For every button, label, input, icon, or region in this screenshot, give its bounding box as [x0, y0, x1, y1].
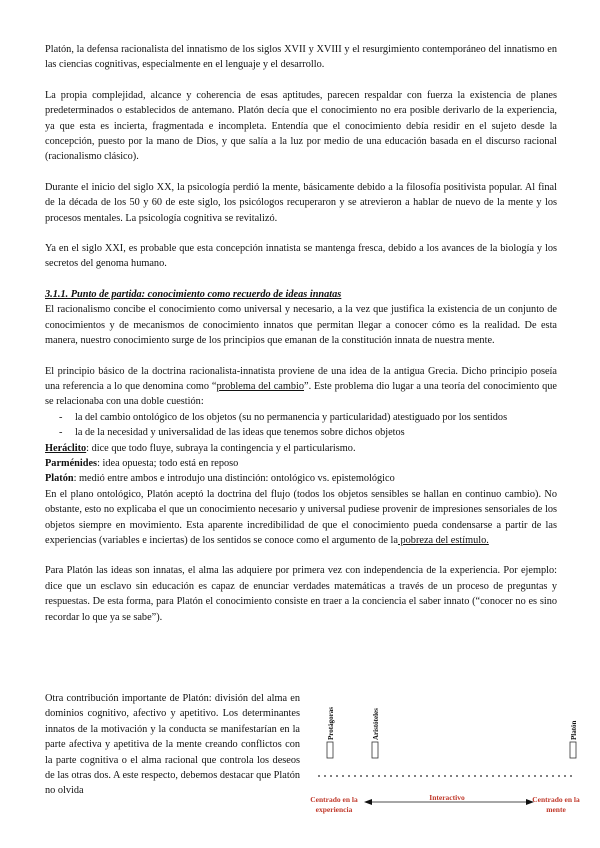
paragraph-soul-division-column: [45, 691, 300, 799]
paragraph-innate-ideas: Para Platón las ideas son innatas, el alma las adquiere por primera vez con independencia de la experiencia. Por ejemplo: dice que un esclavo sin educación es capaz de enunciar verdades matemáticas a través de un proceso de preguntas y respuestas. De esta forma, para Platón el conocimiento consiste en traer a la conciencia el saber innato (“conocer no es sino recordar lo que ya se sabe”).: [45, 565, 557, 623]
label-centrado-mente-2: mente: [546, 805, 566, 814]
document-body: [45, 42, 557, 625]
marker-platon: [570, 742, 576, 758]
label-platon: Platón: [570, 720, 578, 740]
paragraph-soul-division: Otra contribución importante de Platón: división del alma en dominios cognitivo, afectivo y apetitivo. Los determinantes innatos de la motivación y la conducta se manifestarían en la parte afectiva y apetitiva de la mente creando conflictos con la parte cognitiva o el alma racional que controla los deseos de las otras dos. A este respecto, debemos destacar que Platón no olvida: [45, 693, 300, 797]
paragraph-complexity: La propia complejidad, alcance y coherencia de esas aptitudes, parecen respaldar con fuerza la existencia de planes predeterminados o establecidos de antemano. Platón decía que el conocimiento no era posible derivarlo de la experiencia, ya que esta es incierta, fragmentada e incompleta. Entendía que el conocimiento debía residir en el sujeto desde la concepción, puesto por la mano de Dios, y que salía a la luz por medio de una educación basada en el discurso racional (racionalismo clásico).: [45, 89, 557, 163]
paragraph-principle: El principio básico de la doctrina racionalista-innatista proviene de una idea de la antigua Grecia. Dicho principio poseía una referencia a lo que denomina como “problema del cambio”. Este problema dio lugar a una teoría del conocimiento que se relacionaba con una doble cuestión:: [45, 365, 557, 408]
bullet-list: [45, 410, 557, 441]
paragraph-xx-century: Durante el inicio del siglo XX, la psicología perdió la mente, básicamente debido a la filosofía positivista popular. Al final de la década de los 50 y 60 de este siglo, los psicólogos recuperaron y se atrevieron a hablar de nuevo de la mente y los procesos mentales. La psicología cognitiva se revitalizó.: [45, 181, 557, 224]
parmenides-line: Parménides: idea opuesta; todo está en reposo: [45, 457, 239, 469]
label-interactivo: Interactivo: [429, 793, 465, 802]
pobreza-del-estimulo: pobreza del estímulo.: [397, 534, 489, 546]
heraclito-line: Heráclito: dice que todo fluye, subraya la contingencia y el particularismo.: [45, 442, 356, 454]
label-aristoteles: Aristóteles: [372, 708, 380, 740]
bullet-item: - la de la necesidad y universalidad de las ideas que tenemos sobre dichos objetos: [45, 425, 557, 440]
marker-protagoras: [327, 742, 333, 758]
platon-line: Platón: medió entre ambos e introdujo una distinción: ontológico vs. epistemológico: [45, 473, 395, 485]
problema-del-cambio-link: problema del cambio: [216, 380, 304, 392]
paragraph-xxi-century: Ya en el siglo XXI, es probable que esta concepción innatista se mantenga fresca, debido a los avances de la biología y los secretos del genoma humano.: [45, 243, 557, 270]
marker-aristoteles: [372, 742, 378, 758]
label-centrado-mente-1: Centrado en la: [532, 795, 580, 804]
paragraph-rationalism: El racionalismo concibe el conocimiento como universal y necesario, a la vez que justifica la existencia de un conjunto de conocimientos y de mecanismos de conocimiento innatos que permitan llegar a conocer cómo es la realidad. De esta manera, nuestro conocimiento surge de los principios que emanan de la constitución innata de nuestra mente.: [45, 304, 557, 347]
label-centrado-experiencia-1: Centrado en la: [310, 795, 358, 804]
label-protagoras: Protágoras: [327, 707, 335, 740]
bullet-item: - la del cambio ontológico de los objetos (su no permanencia y particularidad) atestiguado por los sentidos: [45, 410, 557, 425]
arrow-left-icon: [364, 799, 372, 805]
continuum-diagram: [308, 680, 580, 830]
label-centrado-experiencia-2: experiencia: [315, 805, 353, 814]
section-heading: 3.1.1. Punto de partida: conocimiento como recuerdo de ideas innatas: [45, 288, 342, 300]
paragraph-ontological: En el plano ontológico, Platón aceptó la doctrina del flujo (todos los objetos sensibles se hallan en continuo cambio). No obstante, esto no explicaba el que un conocimiento necesario y universal pudiese provenir de impresiones sensoriales de los objetos siempre en movimiento. Esta aparente incredibilidad de que el conocimiento pueda condensarse a partir de las experiencias (variables e inciertas) de los sentidos se conoce como el argumento de la pobreza del estímulo.: [45, 488, 557, 546]
paragraph-intro: Platón, la defensa racionalista del innatismo de los siglos XVII y XVIII y el resurgimiento contemporáneo del innatismo en las ciencias cognitivas, especialmente en el lenguaje y el desarrollo.: [45, 44, 557, 71]
